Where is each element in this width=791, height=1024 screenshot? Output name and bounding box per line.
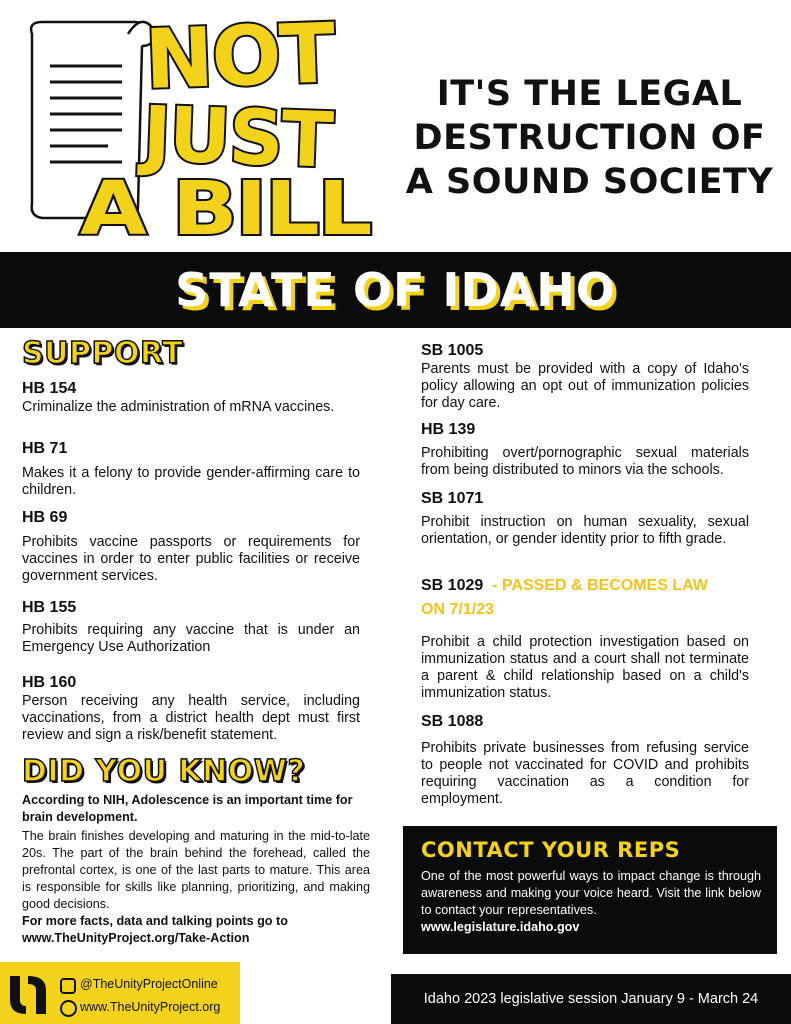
left-bill-item: [22, 673, 360, 744]
bill-id: HB 139: [421, 421, 476, 438]
left-bill-item: [22, 508, 360, 585]
headline-line-1: IT'S THE LEGAL: [436, 74, 743, 114]
right-bill-item: [421, 420, 749, 479]
bill-desc: Prohibits vaccine passports or requirements for vaccines in order to enter public facilities or receive government services.: [22, 534, 360, 584]
bill-desc: Prohibits requiring any vaccine that is under an Emergency Use Authorization: [22, 622, 360, 655]
bill-id-with-status: [421, 574, 761, 598]
more-facts-text: For more facts, data and talking points go to: [22, 914, 288, 928]
bill-desc: Prohibiting overt/pornographic sexual materials from being distributed to minors via the schools.: [421, 445, 749, 478]
legislature-link[interactable]: www.legislature.idaho.gov: [421, 920, 580, 934]
banner-title: STATE OF IDAHO: [175, 263, 616, 317]
left-bill-item: [22, 598, 360, 656]
left-bill-item: [22, 439, 360, 499]
bill-desc: Parents must be provided with a copy of Idaho's policy allowing an opt out of immunization policies for day care.: [421, 361, 749, 411]
bill-id: HB 71: [22, 440, 68, 457]
website-link[interactable]: www.TheUnityProject.org: [80, 1000, 221, 1014]
bill-status: - PASSED & BECOMES LAW: [492, 577, 708, 594]
state-banner: [0, 252, 791, 328]
headline: [392, 72, 787, 204]
session-bar: [391, 974, 791, 1024]
bill-status-date: ON 7/1/23: [421, 601, 494, 618]
instagram-icon: [60, 978, 76, 994]
bill-id: SB 1088: [421, 713, 484, 730]
bill-id: HB 160: [22, 674, 77, 691]
right-bill-item: [421, 341, 749, 412]
logo-word-just: JUST: [141, 89, 333, 185]
support-heading: SUPPORT: [22, 336, 184, 371]
did-you-know-lead: According to NIH, Adolescence is an important time for brain development.: [22, 793, 353, 824]
right-bill-item: [421, 712, 749, 808]
right-bill-item: [421, 574, 761, 702]
bill-desc: Criminalize the administration of mRNA vaccines.: [22, 399, 335, 415]
bill-id: HB 154: [22, 380, 77, 397]
left-bill-item: [22, 379, 360, 416]
contact-reps-box: [403, 826, 777, 954]
bill-id: HB 155: [22, 599, 77, 616]
bill-desc: Prohibit instruction on human sexuality, sexual orientation, or gender identity prior to fifth grade.: [421, 514, 749, 547]
logo-word-a-bill: A BILL: [80, 166, 371, 241]
bill-desc: Person receiving any health service, including vaccinations, from a district health dept must first review and sign a risk/benefit statement.: [22, 693, 360, 743]
right-bill-item: [421, 489, 749, 548]
instagram-handle[interactable]: @TheUnityProjectOnline: [80, 977, 218, 991]
bill-desc: Prohibit a child protection investigation based on immunization status and a court shall not terminate a parent & child relationship based on a child's immunization status.: [421, 634, 749, 701]
bill-id: SB 1029: [421, 577, 484, 594]
contact-title: CONTACT YOUR REPS: [421, 838, 681, 862]
logo-word-not: NOT: [143, 6, 335, 108]
headline-line-2: DESTRUCTION OF: [413, 118, 766, 158]
unity-project-logo-icon: [6, 972, 50, 1016]
did-you-know-heading: DID YOU KNOW?: [22, 754, 306, 789]
did-you-know-section: [22, 792, 370, 947]
bill-id: SB 1005: [421, 342, 484, 359]
bill-desc: Makes it a felony to provide gender-affirming care to children.: [22, 465, 360, 498]
session-text: Idaho 2023 legislative session January 9 - March 24: [423, 991, 759, 1007]
headline-line-3: A SOUND SOCIETY: [405, 162, 774, 202]
globe-icon: [60, 1000, 77, 1017]
social-box: [0, 962, 240, 1024]
not-just-a-bill-logo: [18, 6, 378, 241]
bill-desc: Prohibits private businesses from refusing service to people not vaccinated for COVID and prohibits requiring vaccination as a condition for employment.: [421, 740, 749, 807]
did-you-know-body: The brain finishes developing and maturing in the mid-to-late 20s. The part of the brain behind the forehead, called the prefrontal cortex, is one of the last parts to mature. This area is responsible for skills like planning, prioritizing, and making good decisions.: [22, 829, 370, 911]
contact-text: One of the most powerful ways to impact change is through awareness and making your voice heard. Visit the link below to contact your representatives.: [421, 869, 761, 917]
bill-id: SB 1071: [421, 490, 484, 507]
contact-body: [421, 868, 761, 936]
take-action-link[interactable]: www.TheUnityProject.org/Take-Action: [22, 931, 250, 945]
bill-id: HB 69: [22, 509, 68, 526]
